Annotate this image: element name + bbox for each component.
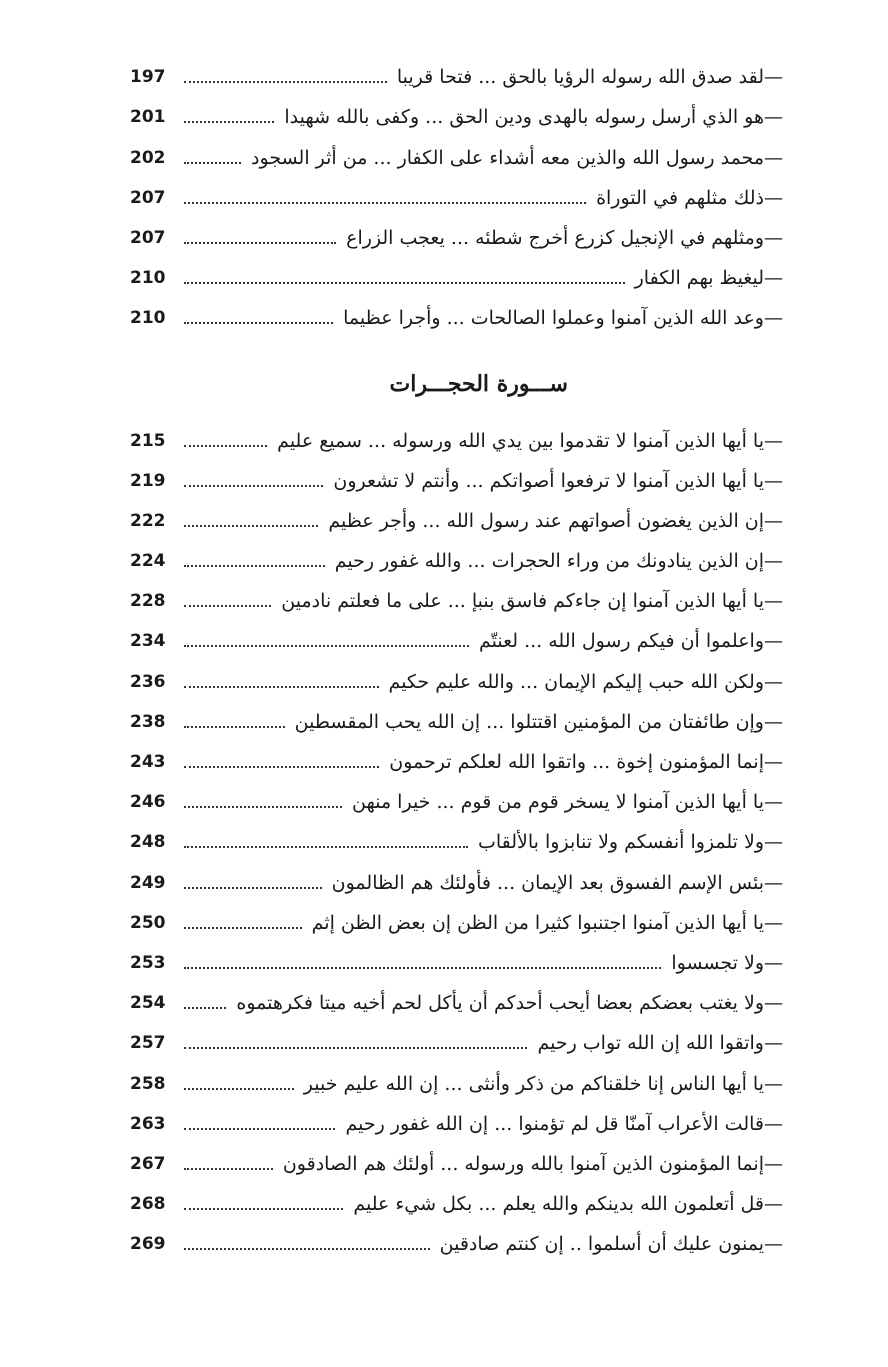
entry-dash: — <box>764 226 783 249</box>
dot-leader <box>184 927 302 929</box>
dot-leader <box>184 1128 335 1130</box>
toc-entry <box>130 620 800 660</box>
entry-dash: — <box>764 469 783 492</box>
entry-text: ولكن الله حبب إليكم الإيمان ... والله عليم حكيم <box>388 670 764 693</box>
entry-text: وعد الله الذين آمنوا وعملوا الصالحات ... وأجرا عظيما <box>343 307 764 330</box>
page-number: 269 <box>130 1234 166 1255</box>
page-number: 201 <box>130 107 166 128</box>
dot-leader <box>184 322 333 324</box>
entry-text: ليغيظ بهم الكفار <box>634 267 764 290</box>
dot-leader <box>184 967 661 969</box>
entry-dash: — <box>764 831 783 854</box>
page-number: 267 <box>130 1153 166 1174</box>
entry-text: لقد صدق الله رسوله الرؤيا بالحق ... فتحا قريبا <box>396 66 764 89</box>
dot-leader <box>184 1248 430 1250</box>
page-number: 254 <box>130 993 166 1014</box>
toc-entry <box>130 500 800 540</box>
page-number: 263 <box>130 1113 166 1134</box>
page-number: 234 <box>130 631 166 652</box>
toc-entry <box>130 257 800 297</box>
entry-dash: — <box>764 106 783 129</box>
entry-dash: — <box>764 791 783 814</box>
toc-entry <box>130 580 800 620</box>
entry-dash: — <box>764 1112 783 1135</box>
toc-entry <box>130 660 800 700</box>
dot-leader <box>184 81 387 83</box>
entry-dash: — <box>764 871 783 894</box>
page-number: 224 <box>130 551 166 572</box>
page-number: 248 <box>130 832 166 853</box>
entry-dash: — <box>764 1233 783 1256</box>
page-number: 210 <box>130 308 166 329</box>
page-number: 207 <box>130 187 166 208</box>
dot-leader <box>184 565 325 567</box>
entry-text: يا أيها الذين آمنوا لا يسخر قوم من قوم ... خيرا منهن <box>352 791 764 814</box>
dot-leader <box>184 766 379 768</box>
toc-entry <box>130 177 800 217</box>
entry-text: إنما المؤمنون الذين آمنوا بالله ورسوله ... أولئك هم الصادقون <box>282 1152 764 1175</box>
entry-text: يا أيها الذين آمنوا لا تقدموا بين يدي الله ورسوله ... سميع عليم <box>277 429 764 452</box>
page-number: 215 <box>130 430 166 451</box>
dot-leader <box>184 282 625 284</box>
dot-leader <box>184 1168 273 1170</box>
entry-text: واتقوا الله إن الله تواب رحيم <box>537 1032 764 1055</box>
page-number: 249 <box>130 872 166 893</box>
entry-dash: — <box>764 186 783 209</box>
toc-entry <box>130 1022 800 1062</box>
entry-text: محمد رسول الله والذين معه أشداء على الكفار ... من أثر السجود <box>251 146 764 169</box>
dot-leader <box>184 846 468 848</box>
page-number: 222 <box>130 510 166 531</box>
entry-text: يا أيها الذين آمنوا اجتنبوا كثيرا من الظن إن بعض الظن إثم <box>311 911 764 934</box>
dot-leader <box>184 1088 294 1090</box>
entry-text: إن الذين يغضون أصواتهم عند رسول الله ... وأجر عظيم <box>328 509 764 532</box>
page-number: 238 <box>130 711 166 732</box>
toc-entry <box>130 902 800 942</box>
entry-text: بئس الإسم الفسوق بعد الإيمان ... فأولئك هم الظالمون <box>331 871 764 894</box>
toc-entry <box>130 982 800 1022</box>
toc-entry <box>130 741 800 781</box>
dot-leader <box>184 726 285 728</box>
entry-text: يا أيها الناس إنا خلقناكم من ذكر وأنثى ... إن الله عليم خبير <box>303 1072 764 1095</box>
page-number: 250 <box>130 912 166 933</box>
dot-leader <box>184 445 267 447</box>
entry-text: هو الذي أرسل رسوله بالهدى ودين الحق ... وكفى بالله شهيدا <box>284 106 764 129</box>
entry-text: قالت الأعراب آمنّا قل لم تؤمنوا ... إن الله غفور رحيم <box>345 1112 764 1135</box>
entry-dash: — <box>764 911 783 934</box>
toc-entry <box>130 861 800 901</box>
toc-entry <box>130 56 800 96</box>
entry-dash: — <box>764 710 783 733</box>
page-number: 253 <box>130 952 166 973</box>
toc-entry <box>130 96 800 136</box>
toc-entry <box>130 540 800 580</box>
page-number: 246 <box>130 792 166 813</box>
page-number: 210 <box>130 268 166 289</box>
toc-entry <box>130 781 800 821</box>
section-heading-row <box>130 337 800 419</box>
dot-leader <box>184 806 342 808</box>
entry-dash: — <box>764 992 783 1015</box>
dot-leader <box>184 485 323 487</box>
toc-entry <box>130 1103 800 1143</box>
entry-dash: — <box>764 1032 783 1055</box>
toc-group-1 <box>130 56 800 337</box>
entry-dash: — <box>764 1152 783 1175</box>
entry-text: إن الذين ينادونك من وراء الحجرات ... والله غفور رحيم <box>334 550 764 573</box>
entry-text: ولا يغتب بعضكم بعضا أيحب أحدكم أن يأكل لحم أخيه ميتا فكرهتموه <box>236 992 764 1015</box>
table-of-contents <box>130 56 800 1263</box>
section-title: ســـورة الحجـــرات <box>389 371 568 398</box>
toc-entry <box>130 701 800 741</box>
dot-leader <box>184 1007 226 1009</box>
dot-leader <box>184 162 241 164</box>
entry-text: ومثلهم في الإنجيل كزرع أخرج شطئه ... يعجب الزراع <box>346 226 764 249</box>
toc-entry <box>130 821 800 861</box>
entry-text: ولا تجسسوا <box>671 951 764 974</box>
toc-entry <box>130 217 800 257</box>
page-number: 202 <box>130 147 166 168</box>
entry-text: يمنون عليك أن أسلموا .. إن كنتم صادقين <box>439 1233 764 1256</box>
toc-entry <box>130 1062 800 1102</box>
entry-text: إنما المؤمنون إخوة ... واتقوا الله لعلكم ترحمون <box>389 751 764 773</box>
dot-leader <box>184 242 336 244</box>
toc-entry <box>130 1183 800 1223</box>
toc-group-2 <box>130 419 800 1263</box>
entry-text: يا أيها الذين آمنوا لا ترفعوا أصواتكم ... وأنتم لا تشعرون <box>333 469 764 492</box>
page-number: 268 <box>130 1194 166 1215</box>
dot-leader <box>184 525 318 527</box>
entry-dash: — <box>764 1072 783 1095</box>
page-number: 257 <box>130 1033 166 1054</box>
entry-text: قل أتعلمون الله بدينكم والله يعلم ... بكل شيء عليم <box>353 1193 764 1216</box>
page-number: 207 <box>130 227 166 248</box>
page-number: 219 <box>130 470 166 491</box>
dot-leader <box>184 1208 343 1210</box>
dot-leader <box>184 605 271 607</box>
page-number: 258 <box>130 1073 166 1094</box>
entry-text: وإن طائفتان من المؤمنين اقتتلوا ... إن الله يحب المقسطين <box>294 710 764 733</box>
dot-leader <box>184 202 586 204</box>
dot-leader <box>184 121 274 123</box>
entry-dash: — <box>764 550 783 573</box>
dot-leader <box>184 887 322 889</box>
dot-leader <box>184 1047 527 1049</box>
toc-entry <box>130 297 800 337</box>
entry-dash: — <box>764 66 783 89</box>
entry-dash: — <box>764 146 783 169</box>
entry-dash: — <box>764 307 783 330</box>
dot-leader <box>184 686 379 688</box>
page-number: 197 <box>130 67 166 88</box>
toc-entry <box>130 1143 800 1183</box>
toc-entry <box>130 136 800 176</box>
toc-entry <box>130 460 800 500</box>
entry-dash: — <box>764 267 783 290</box>
entry-text: واعلموا أن فيكم رسول الله ... لعنتّم <box>478 630 764 653</box>
entry-text: يا أيها الذين آمنوا إن جاءكم فاسق بنبإ ... على ما فعلتم نادمين <box>281 590 764 613</box>
entry-dash: — <box>764 1193 783 1216</box>
entry-dash: — <box>764 590 783 613</box>
toc-entry <box>130 419 800 459</box>
page-number: 236 <box>130 671 166 692</box>
entry-dash: — <box>764 630 783 653</box>
entry-dash: — <box>764 751 783 773</box>
entry-text: ولا تلمزوا أنفسكم ولا تنابزوا بالألقاب <box>477 831 764 854</box>
dot-leader <box>184 645 469 647</box>
entry-text: ذلك مثلهم في التوراة <box>596 186 764 209</box>
entry-dash: — <box>764 951 783 974</box>
toc-entry <box>130 942 800 982</box>
entry-dash: — <box>764 429 783 452</box>
entry-dash: — <box>764 670 783 693</box>
entry-dash: — <box>764 509 783 532</box>
page-number: 228 <box>130 591 166 612</box>
toc-entry <box>130 1223 800 1263</box>
page-number: 243 <box>130 752 166 772</box>
